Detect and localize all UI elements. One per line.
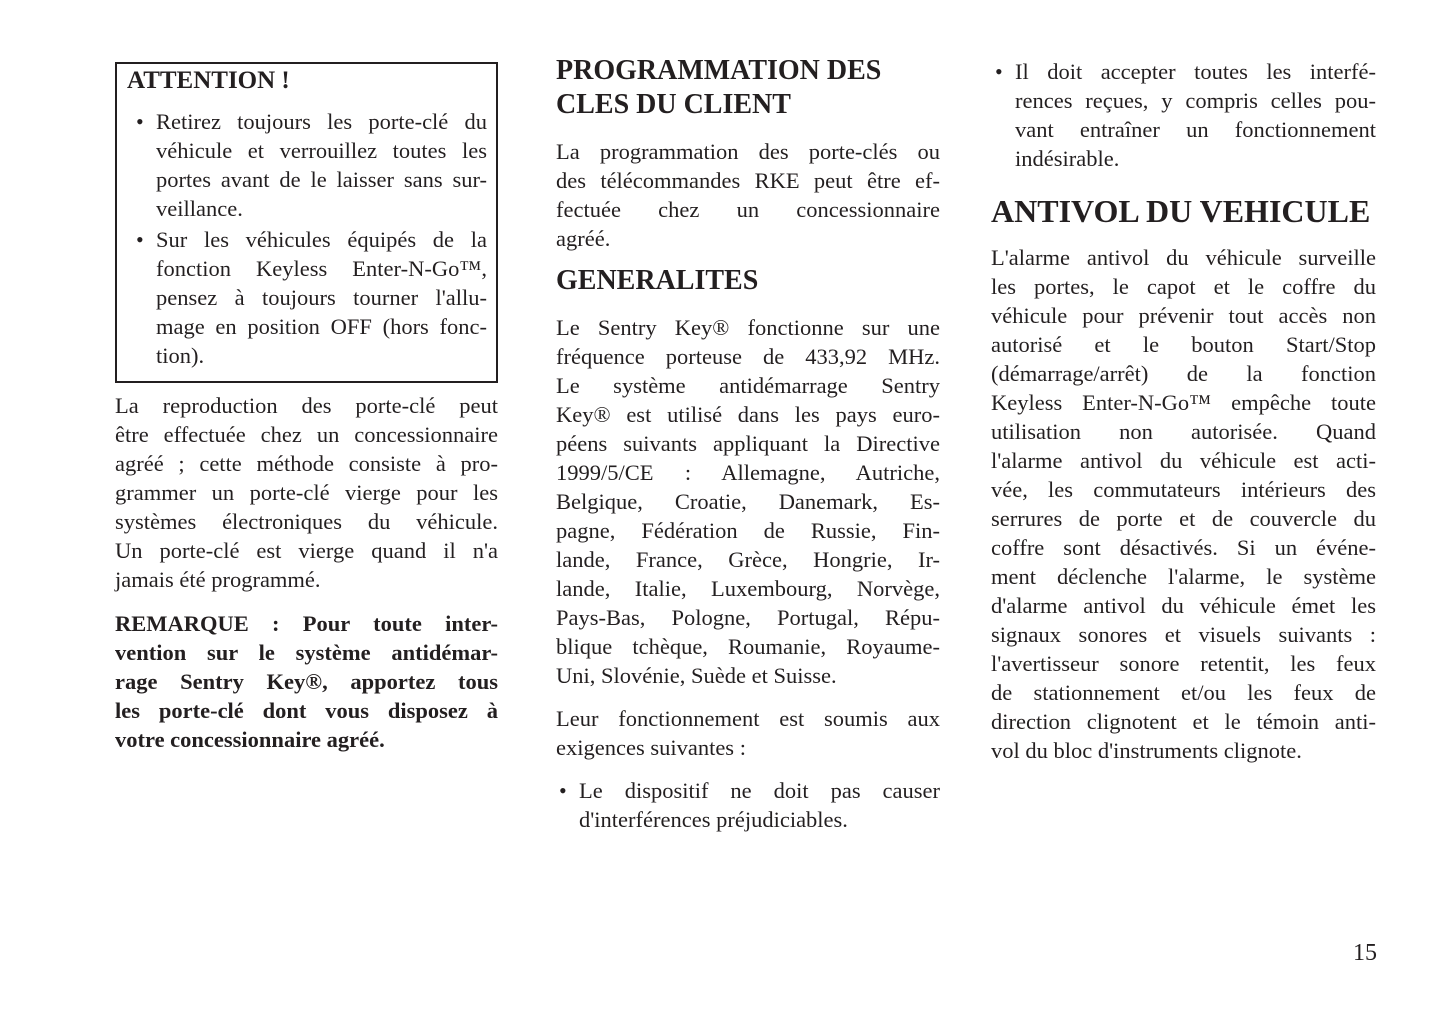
page-number: 15 xyxy=(1353,940,1377,966)
remarque-note xyxy=(115,609,498,754)
text-line: fectuée chez un concessionnaire xyxy=(556,197,940,222)
text-line: Le système antidémarrage Sentry xyxy=(556,373,940,398)
text-line: d'interférences préjudiciables. xyxy=(579,807,848,832)
text-line: vant entraîner un fonctionnement xyxy=(1015,117,1376,142)
text-line: systèmes électroniques du véhicule. xyxy=(115,509,498,534)
text-line: 1999/5/CE : Allemagne, Autriche, xyxy=(556,460,940,485)
text-line: Keyless Enter-N-Go™ empêche toute xyxy=(991,390,1376,415)
text-line: blique tchèque, Roumanie, Royaume- xyxy=(556,634,940,659)
text-line: veillance. xyxy=(156,196,243,221)
attention-bullet xyxy=(125,225,487,370)
text-line: péens suivants appliquant la Directive xyxy=(556,431,940,456)
text-line: des télécommandes RKE peut être ef- xyxy=(556,168,940,193)
text-line: vée, les commutateurs intérieurs des xyxy=(991,477,1376,502)
text-line: autorisé et le bouton Start/Stop xyxy=(991,332,1376,357)
text-line: Un porte-clé est vierge quand il n'a xyxy=(115,538,498,563)
reproduction-paragraph xyxy=(115,391,498,594)
heading-antivol: ANTIVOL DU VEHICULE xyxy=(991,193,1371,229)
heading-programmation xyxy=(556,54,881,122)
heading-generalites: GENERALITES xyxy=(556,265,759,296)
exigences-paragraph xyxy=(556,704,940,762)
text-line: véhicule et verrouillez toutes les xyxy=(156,138,487,163)
text-line: l'alarme antivol du véhicule est acti- xyxy=(991,448,1376,473)
text-line: ment déclenche l'alarme, le système xyxy=(991,564,1376,589)
text-line: agréé ; cette méthode consiste à pro- xyxy=(115,451,498,476)
text-line: (démarrage/arrêt) de la fonction xyxy=(991,361,1376,386)
text-line: mage en position OFF (hors fonc- xyxy=(156,314,487,339)
text-line: • Sur les véhicules équipés de la xyxy=(156,227,487,252)
text-line: jamais été programmé. xyxy=(115,567,321,592)
text-line: agréé. xyxy=(556,226,611,251)
text-line: lande, Italie, Luxembourg, Norvège, xyxy=(556,576,940,601)
text-line: serrures de porte et de couvercle du xyxy=(991,506,1376,531)
text-line: Le Sentry Key® fonctionne sur une xyxy=(556,315,940,340)
text-line: tion). xyxy=(156,343,205,368)
text-line: Leur fonctionnement est soumis aux xyxy=(556,706,940,731)
text-line: pensez à toujours tourner l'allu- xyxy=(156,285,487,310)
text-line: REMARQUE : Pour toute inter- xyxy=(115,611,498,636)
text-line: les porte-clé dont vous disposez à xyxy=(115,698,498,723)
text-line: Uni, Slovénie, Suède et Suisse. xyxy=(556,663,837,688)
requirement-list-cont xyxy=(984,57,1376,173)
antivol-paragraph xyxy=(991,243,1376,765)
text-line: rences reçues, y compris celles pou- xyxy=(1015,88,1376,113)
text-line: portes avant de le laisser sans sur- xyxy=(156,167,487,192)
text-line: véhicule pour prévenir tout accès non xyxy=(991,303,1376,328)
text-line: exigences suivantes : xyxy=(556,735,746,760)
text-line: fonction Keyless Enter-N-Go™, xyxy=(156,256,487,281)
attention-bullet xyxy=(125,107,487,223)
text-line: Key® est utilisé dans les pays euro- xyxy=(556,402,940,427)
text-line: utilisation non autorisée. Quand xyxy=(991,419,1376,444)
requirement-list xyxy=(548,776,940,834)
text-line: • Le dispositif ne doit pas causer xyxy=(579,778,940,803)
attention-title: ATTENTION ! xyxy=(127,67,290,94)
attention-bullets xyxy=(125,107,487,370)
programmation-paragraph xyxy=(556,137,940,253)
text-line: de stationnement et/ou les feux de xyxy=(991,680,1376,705)
text-line: lande, France, Grèce, Hongrie, Ir- xyxy=(556,547,940,572)
text-line: Belgique, Croatie, Danemark, Es- xyxy=(556,489,940,514)
text-line: direction clignotent et le témoin anti- xyxy=(991,709,1376,734)
requirement-bullet xyxy=(548,776,940,834)
text-line: vention sur le système antidémar- xyxy=(115,640,498,665)
text-line: être effectuée chez un concessionnaire xyxy=(115,422,498,447)
requirement-bullet xyxy=(984,57,1376,173)
text-line: indésirable. xyxy=(1015,146,1120,171)
text-line: La reproduction des porte-clé peut xyxy=(115,393,498,418)
text-line: d'alarme antivol du véhicule émet les xyxy=(991,593,1376,618)
heading-line: PROGRAMMATION DES xyxy=(556,55,882,86)
text-line: La programmation des porte-clés ou xyxy=(556,139,940,164)
text-line: l'avertisseur sonore retentit, les feux xyxy=(991,651,1376,676)
text-line: coffre sont désactivés. Si un événe- xyxy=(991,535,1376,560)
text-line: • Retirez toujours les porte-clé du xyxy=(156,109,487,134)
text-line: grammer un porte-clé vierge pour les xyxy=(115,480,498,505)
text-line: rage Sentry Key®, apportez tous xyxy=(115,669,498,694)
text-line: L'alarme antivol du véhicule surveille xyxy=(991,245,1376,270)
text-line: • Il doit accepter toutes les interfé- xyxy=(1015,59,1376,84)
text-line: Pays-Bas, Pologne, Portugal, Répu- xyxy=(556,605,940,630)
text-line: vol du bloc d'instruments clignote. xyxy=(991,738,1302,763)
generalites-paragraph xyxy=(556,313,940,690)
text-line: pagne, Fédération de Russie, Fin- xyxy=(556,518,940,543)
heading-line: CLES DU CLIENT xyxy=(556,89,791,120)
text-line: votre concessionnaire agréé. xyxy=(115,727,385,752)
text-line: les portes, le capot et le coffre du xyxy=(991,274,1376,299)
text-line: fréquence porteuse de 433,92 MHz. xyxy=(556,344,940,369)
text-line: signaux sonores et visuels suivants : xyxy=(991,622,1376,647)
